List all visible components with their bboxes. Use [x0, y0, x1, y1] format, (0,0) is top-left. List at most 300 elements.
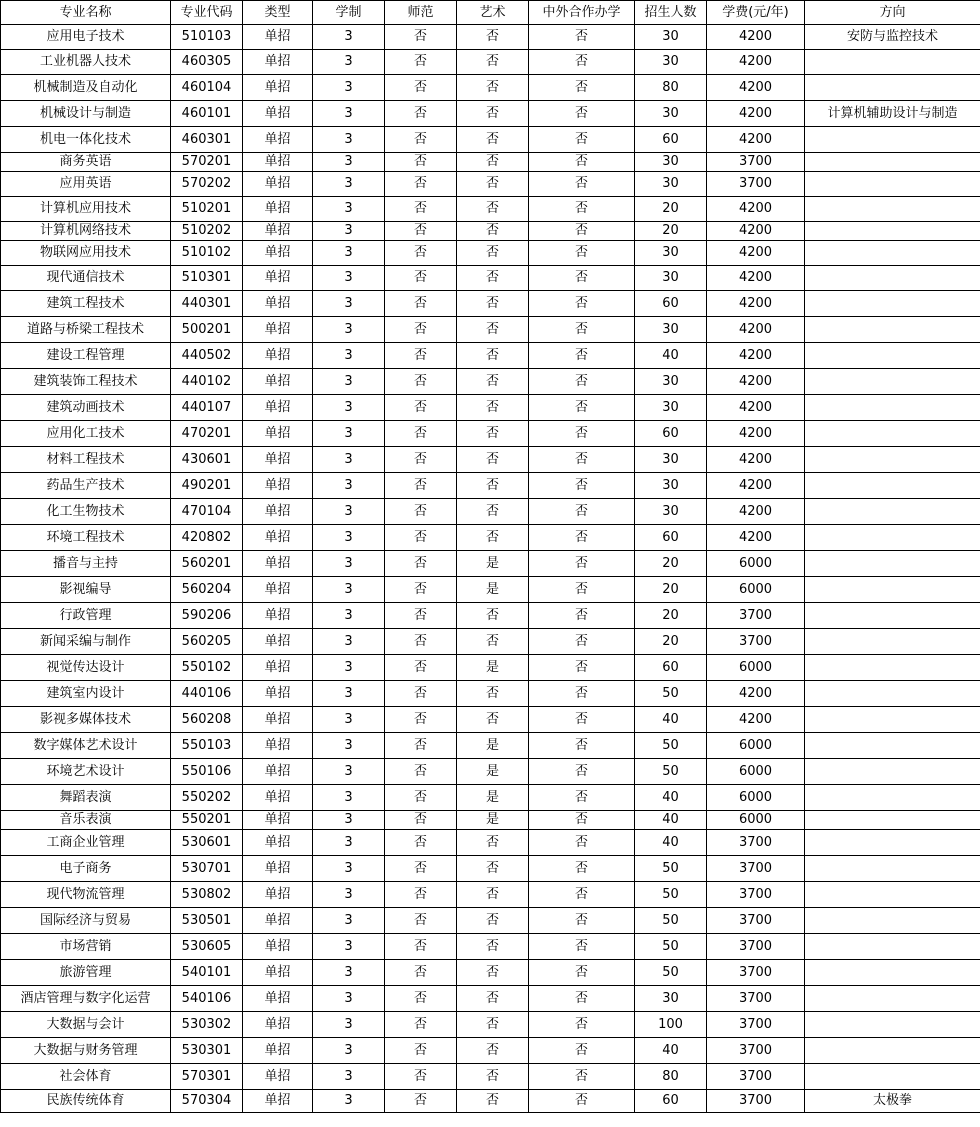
major-code-cell: 460301: [171, 127, 243, 153]
duration-cell: 3: [313, 707, 385, 733]
duration-cell: 3: [313, 50, 385, 75]
teacher-training-cell: 否: [385, 934, 457, 960]
type-cell: 单招: [243, 1064, 313, 1090]
teacher-training-cell: 否: [385, 197, 457, 222]
teacher-training-cell: 否: [385, 759, 457, 785]
tuition-cell: 4200: [707, 50, 805, 75]
type-cell: 单招: [243, 856, 313, 882]
type-cell: 单招: [243, 603, 313, 629]
enrollment-cell: 30: [635, 241, 707, 266]
header-type: 类型: [243, 1, 313, 25]
joint-program-cell: 否: [529, 525, 635, 551]
type-cell: 单招: [243, 655, 313, 681]
tuition-cell: 4200: [707, 241, 805, 266]
art-cell: 否: [457, 25, 529, 50]
joint-program-cell: 否: [529, 499, 635, 525]
enrollment-cell: 80: [635, 75, 707, 101]
header-duration: 学制: [313, 1, 385, 25]
direction-cell: [805, 759, 980, 785]
enrollment-cell: 20: [635, 603, 707, 629]
duration-cell: 3: [313, 172, 385, 197]
major-code-cell: 530301: [171, 1038, 243, 1064]
major-code-cell: 440301: [171, 291, 243, 317]
teacher-training-cell: 否: [385, 25, 457, 50]
duration-cell: 3: [313, 908, 385, 934]
art-cell: 否: [457, 707, 529, 733]
direction-cell: [805, 222, 980, 241]
joint-program-cell: 否: [529, 830, 635, 856]
tuition-cell: 4200: [707, 25, 805, 50]
tuition-cell: 3700: [707, 172, 805, 197]
major-name-cell: 应用英语: [1, 172, 171, 197]
tuition-cell: 4200: [707, 447, 805, 473]
major-code-cell: 470201: [171, 421, 243, 447]
major-code-cell: 550201: [171, 811, 243, 830]
art-cell: 否: [457, 473, 529, 499]
major-code-cell: 420802: [171, 525, 243, 551]
joint-program-cell: 否: [529, 1038, 635, 1064]
enrollment-cell: 30: [635, 153, 707, 172]
table-row: [1, 681, 980, 707]
direction-cell: [805, 681, 980, 707]
art-cell: 是: [457, 759, 529, 785]
enrollment-cell: 60: [635, 1090, 707, 1113]
table-row: [1, 733, 980, 759]
table-row: [1, 421, 980, 447]
type-cell: 单招: [243, 908, 313, 934]
art-cell: 是: [457, 655, 529, 681]
tuition-cell: 4200: [707, 266, 805, 291]
art-cell: 否: [457, 75, 529, 101]
teacher-training-cell: 否: [385, 395, 457, 421]
duration-cell: 3: [313, 655, 385, 681]
table-row: [1, 266, 980, 291]
enrollment-cell: 50: [635, 882, 707, 908]
major-code-cell: 540101: [171, 960, 243, 986]
major-name-cell: 大数据与财务管理: [1, 1038, 171, 1064]
enrollment-cell: 30: [635, 50, 707, 75]
duration-cell: 3: [313, 986, 385, 1012]
art-cell: 否: [457, 101, 529, 127]
table-row: [1, 343, 980, 369]
table-row: [1, 222, 980, 241]
table-row: [1, 934, 980, 960]
joint-program-cell: 否: [529, 733, 635, 759]
joint-program-cell: 否: [529, 934, 635, 960]
enrollment-cell: 30: [635, 25, 707, 50]
direction-cell: [805, 369, 980, 395]
type-cell: 单招: [243, 811, 313, 830]
enrollment-cell: 20: [635, 577, 707, 603]
art-cell: 否: [457, 317, 529, 343]
direction-cell: [805, 986, 980, 1012]
teacher-training-cell: 否: [385, 785, 457, 811]
teacher-training-cell: 否: [385, 447, 457, 473]
major-name-cell: 舞蹈表演: [1, 785, 171, 811]
joint-program-cell: 否: [529, 197, 635, 222]
teacher-training-cell: 否: [385, 75, 457, 101]
art-cell: 否: [457, 197, 529, 222]
major-code-cell: 540106: [171, 986, 243, 1012]
duration-cell: 3: [313, 25, 385, 50]
duration-cell: 3: [313, 75, 385, 101]
header-enrollment: 招生人数: [635, 1, 707, 25]
tuition-cell: 4200: [707, 395, 805, 421]
joint-program-cell: 否: [529, 25, 635, 50]
table-row: [1, 1012, 980, 1038]
type-cell: 单招: [243, 1012, 313, 1038]
duration-cell: 3: [313, 473, 385, 499]
type-cell: 单招: [243, 222, 313, 241]
art-cell: 否: [457, 127, 529, 153]
joint-program-cell: 否: [529, 473, 635, 499]
major-name-cell: 建筑室内设计: [1, 681, 171, 707]
direction-cell: [805, 525, 980, 551]
duration-cell: 3: [313, 1038, 385, 1064]
enrollment-cell: 30: [635, 395, 707, 421]
tuition-cell: 6000: [707, 551, 805, 577]
tuition-cell: 4200: [707, 369, 805, 395]
art-cell: 否: [457, 525, 529, 551]
art-cell: 否: [457, 369, 529, 395]
teacher-training-cell: 否: [385, 830, 457, 856]
major-name-cell: 视觉传达设计: [1, 655, 171, 681]
type-cell: 单招: [243, 986, 313, 1012]
joint-program-cell: 否: [529, 986, 635, 1012]
tuition-cell: 3700: [707, 908, 805, 934]
art-cell: 否: [457, 1012, 529, 1038]
direction-cell: [805, 447, 980, 473]
art-cell: 否: [457, 291, 529, 317]
enrollment-cell: 60: [635, 525, 707, 551]
major-code-cell: 570301: [171, 1064, 243, 1090]
enrollment-cell: 40: [635, 707, 707, 733]
direction-cell: [805, 629, 980, 655]
major-code-cell: 460101: [171, 101, 243, 127]
major-name-cell: 民族传统体育: [1, 1090, 171, 1113]
enrollment-cell: 40: [635, 811, 707, 830]
table-row: [1, 986, 980, 1012]
major-name-cell: 社会体育: [1, 1064, 171, 1090]
type-cell: 单招: [243, 127, 313, 153]
direction-cell: [805, 1064, 980, 1090]
joint-program-cell: 否: [529, 395, 635, 421]
enrollment-cell: 30: [635, 266, 707, 291]
tuition-cell: 6000: [707, 577, 805, 603]
art-cell: 否: [457, 629, 529, 655]
teacher-training-cell: 否: [385, 1064, 457, 1090]
teacher-training-cell: 否: [385, 577, 457, 603]
duration-cell: 3: [313, 856, 385, 882]
type-cell: 单招: [243, 551, 313, 577]
joint-program-cell: 否: [529, 75, 635, 101]
joint-program-cell: 否: [529, 153, 635, 172]
direction-cell: [805, 830, 980, 856]
tuition-cell: 4200: [707, 707, 805, 733]
major-code-cell: 440107: [171, 395, 243, 421]
direction-cell: [805, 908, 980, 934]
art-cell: 否: [457, 266, 529, 291]
major-name-cell: 现代物流管理: [1, 882, 171, 908]
art-cell: 否: [457, 960, 529, 986]
table-row: [1, 759, 980, 785]
teacher-training-cell: 否: [385, 1038, 457, 1064]
duration-cell: 3: [313, 1012, 385, 1038]
type-cell: 单招: [243, 681, 313, 707]
enrollment-cell: 60: [635, 421, 707, 447]
joint-program-cell: 否: [529, 1064, 635, 1090]
joint-program-cell: 否: [529, 127, 635, 153]
joint-program-cell: 否: [529, 343, 635, 369]
direction-cell: [805, 603, 980, 629]
type-cell: 单招: [243, 172, 313, 197]
teacher-training-cell: 否: [385, 960, 457, 986]
major-name-cell: 材料工程技术: [1, 447, 171, 473]
duration-cell: 3: [313, 127, 385, 153]
tuition-cell: 6000: [707, 733, 805, 759]
major-code-cell: 550103: [171, 733, 243, 759]
direction-cell: [805, 197, 980, 222]
art-cell: 是: [457, 785, 529, 811]
table-row: [1, 830, 980, 856]
art-cell: 否: [457, 499, 529, 525]
direction-cell: [805, 1038, 980, 1064]
table-row: [1, 241, 980, 266]
major-code-cell: 590206: [171, 603, 243, 629]
joint-program-cell: 否: [529, 908, 635, 934]
header-direction: 方向: [805, 1, 980, 25]
duration-cell: 3: [313, 525, 385, 551]
major-code-cell: 440502: [171, 343, 243, 369]
major-code-cell: 550102: [171, 655, 243, 681]
teacher-training-cell: 否: [385, 629, 457, 655]
tuition-cell: 4200: [707, 525, 805, 551]
table-row: [1, 369, 980, 395]
tuition-cell: 3700: [707, 882, 805, 908]
type-cell: 单招: [243, 343, 313, 369]
major-name-cell: 建筑工程技术: [1, 291, 171, 317]
type-cell: 单招: [243, 785, 313, 811]
enrollment-cell: 50: [635, 960, 707, 986]
type-cell: 单招: [243, 1090, 313, 1113]
duration-cell: 3: [313, 1090, 385, 1113]
art-cell: 否: [457, 222, 529, 241]
art-cell: 否: [457, 882, 529, 908]
direction-cell: [805, 934, 980, 960]
major-code-cell: 460104: [171, 75, 243, 101]
duration-cell: 3: [313, 681, 385, 707]
major-name-cell: 化工生物技术: [1, 499, 171, 525]
major-code-cell: 430601: [171, 447, 243, 473]
major-name-cell: 市场营销: [1, 934, 171, 960]
duration-cell: 3: [313, 266, 385, 291]
major-name-cell: 机械制造及自动化: [1, 75, 171, 101]
tuition-cell: 3700: [707, 1038, 805, 1064]
teacher-training-cell: 否: [385, 551, 457, 577]
table-row: [1, 447, 980, 473]
type-cell: 单招: [243, 1038, 313, 1064]
tuition-cell: 4200: [707, 473, 805, 499]
major-name-cell: 道路与桥梁工程技术: [1, 317, 171, 343]
direction-cell: [805, 811, 980, 830]
duration-cell: 3: [313, 317, 385, 343]
duration-cell: 3: [313, 291, 385, 317]
teacher-training-cell: 否: [385, 811, 457, 830]
table-row: [1, 153, 980, 172]
tuition-cell: 4200: [707, 222, 805, 241]
art-cell: 否: [457, 343, 529, 369]
direction-cell: [805, 395, 980, 421]
table-row: [1, 75, 980, 101]
joint-program-cell: 否: [529, 1090, 635, 1113]
major-name-cell: 播音与主持: [1, 551, 171, 577]
type-cell: 单招: [243, 369, 313, 395]
joint-program-cell: 否: [529, 856, 635, 882]
type-cell: 单招: [243, 759, 313, 785]
direction-cell: [805, 317, 980, 343]
type-cell: 单招: [243, 153, 313, 172]
major-code-cell: 510102: [171, 241, 243, 266]
major-code-cell: 510301: [171, 266, 243, 291]
teacher-training-cell: 否: [385, 655, 457, 681]
table-row: [1, 1038, 980, 1064]
direction-cell: [805, 499, 980, 525]
header-teacher-training: 师范: [385, 1, 457, 25]
duration-cell: 3: [313, 421, 385, 447]
major-name-cell: 建设工程管理: [1, 343, 171, 369]
major-code-cell: 460305: [171, 50, 243, 75]
table-row: [1, 707, 980, 733]
art-cell: 否: [457, 447, 529, 473]
major-name-cell: 环境工程技术: [1, 525, 171, 551]
direction-cell: 太极拳: [805, 1090, 980, 1113]
type-cell: 单招: [243, 197, 313, 222]
enrollment-cell: 60: [635, 655, 707, 681]
teacher-training-cell: 否: [385, 291, 457, 317]
table-row: [1, 629, 980, 655]
major-name-cell: 大数据与会计: [1, 1012, 171, 1038]
enrollment-cell: 50: [635, 681, 707, 707]
direction-cell: [805, 473, 980, 499]
art-cell: 否: [457, 50, 529, 75]
tuition-cell: 3700: [707, 153, 805, 172]
teacher-training-cell: 否: [385, 882, 457, 908]
table-row: [1, 50, 980, 75]
duration-cell: 3: [313, 882, 385, 908]
table-row: [1, 603, 980, 629]
tuition-cell: 3700: [707, 830, 805, 856]
major-code-cell: 490201: [171, 473, 243, 499]
art-cell: 否: [457, 830, 529, 856]
art-cell: 否: [457, 153, 529, 172]
major-name-cell: 音乐表演: [1, 811, 171, 830]
art-cell: 否: [457, 1090, 529, 1113]
art-cell: 否: [457, 603, 529, 629]
major-code-cell: 560208: [171, 707, 243, 733]
teacher-training-cell: 否: [385, 733, 457, 759]
major-name-cell: 旅游管理: [1, 960, 171, 986]
major-code-cell: 570202: [171, 172, 243, 197]
major-name-cell: 药品生产技术: [1, 473, 171, 499]
major-name-cell: 新闻采编与制作: [1, 629, 171, 655]
major-name-cell: 影视编导: [1, 577, 171, 603]
joint-program-cell: 否: [529, 759, 635, 785]
teacher-training-cell: 否: [385, 343, 457, 369]
tuition-cell: 3700: [707, 856, 805, 882]
direction-cell: [805, 153, 980, 172]
type-cell: 单招: [243, 75, 313, 101]
table-row: [1, 172, 980, 197]
table-body: [1, 25, 980, 1113]
duration-cell: 3: [313, 960, 385, 986]
enrollment-cell: 30: [635, 473, 707, 499]
major-code-cell: 510201: [171, 197, 243, 222]
direction-cell: [805, 75, 980, 101]
enrollment-cell: 40: [635, 785, 707, 811]
teacher-training-cell: 否: [385, 603, 457, 629]
type-cell: 单招: [243, 577, 313, 603]
teacher-training-cell: 否: [385, 681, 457, 707]
tuition-cell: 4200: [707, 681, 805, 707]
type-cell: 单招: [243, 421, 313, 447]
enrollment-cell: 30: [635, 499, 707, 525]
type-cell: 单招: [243, 733, 313, 759]
teacher-training-cell: 否: [385, 241, 457, 266]
major-name-cell: 酒店管理与数字化运营: [1, 986, 171, 1012]
tuition-cell: 3700: [707, 934, 805, 960]
major-name-cell: 计算机应用技术: [1, 197, 171, 222]
teacher-training-cell: 否: [385, 369, 457, 395]
direction-cell: 安防与监控技术: [805, 25, 980, 50]
joint-program-cell: 否: [529, 266, 635, 291]
enrollment-cell: 50: [635, 856, 707, 882]
direction-cell: [805, 291, 980, 317]
teacher-training-cell: 否: [385, 707, 457, 733]
major-code-cell: 530302: [171, 1012, 243, 1038]
major-code-cell: 510202: [171, 222, 243, 241]
art-cell: 是: [457, 733, 529, 759]
type-cell: 单招: [243, 101, 313, 127]
table-row: [1, 127, 980, 153]
major-name-cell: 建筑动画技术: [1, 395, 171, 421]
major-code-cell: 500201: [171, 317, 243, 343]
major-name-cell: 工业机器人技术: [1, 50, 171, 75]
joint-program-cell: 否: [529, 101, 635, 127]
major-code-cell: 530601: [171, 830, 243, 856]
type-cell: 单招: [243, 629, 313, 655]
art-cell: 是: [457, 577, 529, 603]
table-row: [1, 473, 980, 499]
direction-cell: [805, 241, 980, 266]
type-cell: 单招: [243, 882, 313, 908]
joint-program-cell: 否: [529, 785, 635, 811]
duration-cell: 3: [313, 241, 385, 266]
enrollment-cell: 80: [635, 1064, 707, 1090]
duration-cell: 3: [313, 934, 385, 960]
major-name-cell: 现代通信技术: [1, 266, 171, 291]
art-cell: 否: [457, 172, 529, 197]
joint-program-cell: 否: [529, 551, 635, 577]
tuition-cell: 3700: [707, 1064, 805, 1090]
major-name-cell: 商务英语: [1, 153, 171, 172]
direction-cell: [805, 50, 980, 75]
tuition-cell: 6000: [707, 785, 805, 811]
tuition-cell: 6000: [707, 759, 805, 785]
major-code-cell: 560205: [171, 629, 243, 655]
major-code-cell: 470104: [171, 499, 243, 525]
header-major-code: 专业代码: [171, 1, 243, 25]
major-name-cell: 电子商务: [1, 856, 171, 882]
